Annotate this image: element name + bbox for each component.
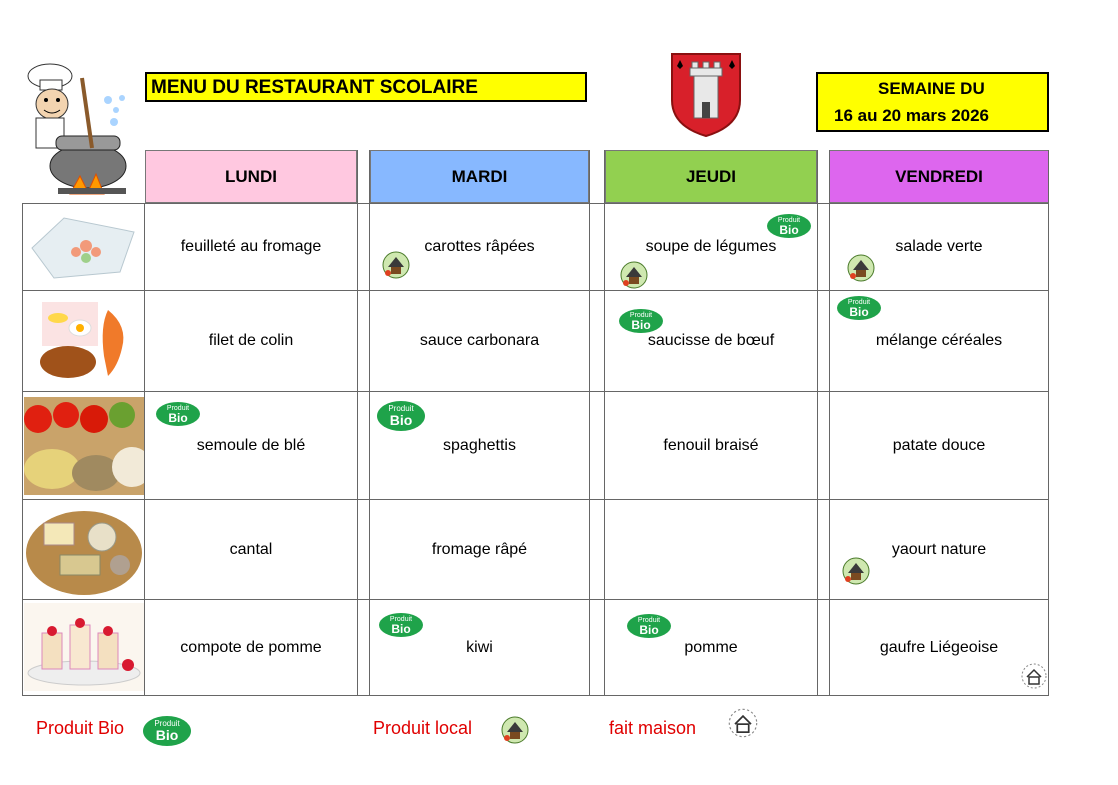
menu-cell: compote de pomme <box>180 638 322 656</box>
local-product-icon <box>618 257 650 289</box>
menu-cell: soupe de légumes <box>645 238 777 255</box>
menu-cell: pomme <box>684 638 738 656</box>
chef-cooking-illustration <box>22 58 140 198</box>
menu-cell: spaghettis <box>443 436 516 454</box>
local-product-icon <box>380 247 412 279</box>
menu-cell: patate douce <box>892 436 986 454</box>
homemade-icon <box>1020 662 1048 690</box>
menu-cell: mélange céréales <box>875 332 1003 349</box>
local-product-icon <box>499 712 531 744</box>
menu-title-box <box>145 72 587 102</box>
local-product-icon <box>840 553 872 585</box>
day-header-lundi: LUNDI <box>145 150 357 203</box>
menu-cell: fromage râpé <box>431 540 528 558</box>
bio-badge-icon: Produit Bio <box>619 309 663 333</box>
week-dates: 16 au 20 mars 2026 <box>834 106 990 125</box>
entree-image <box>24 206 144 288</box>
coat-of-arms-logo <box>670 52 742 138</box>
menu-cell: gaufre Liégeoise <box>879 638 999 656</box>
dessert-image <box>24 603 144 691</box>
bio-badge-icon: Produit Bio <box>379 613 423 637</box>
bio-badge-icon: Produit Bio <box>143 716 191 746</box>
legend-maison-label: fait maison <box>609 718 697 738</box>
plat-image <box>24 296 144 386</box>
menu-title: MENU DU RESTAURANT SCOLAIRE <box>151 77 478 98</box>
menu-cell: filet de colin <box>208 332 294 349</box>
local-product-icon <box>845 250 877 282</box>
bio-badge-icon: Produit Bio <box>837 296 881 320</box>
legend-bio-label: Produit Bio <box>36 718 125 738</box>
menu-cell: feuilleté au fromage <box>180 238 322 255</box>
menu-cell: fenouil braisé <box>663 436 759 454</box>
week-label: SEMAINE DU <box>878 79 985 98</box>
legend-local-label: Produit local <box>373 718 473 738</box>
day-header-vendredi: VENDREDI <box>829 150 1049 203</box>
day-header-mardi: MARDI <box>370 150 589 203</box>
menu-cell: saucisse de bœuf <box>647 332 775 349</box>
bio-badge-icon: Produit Bio <box>767 214 811 238</box>
menu-cell <box>605 500 817 599</box>
menu-cell: semoule de blé <box>196 436 306 454</box>
accompagnement-image <box>24 397 144 495</box>
menu-cell: cantal <box>229 540 273 558</box>
menu-cell: kiwi <box>466 638 493 656</box>
menu-cell: sauce carbonara <box>419 332 540 349</box>
menu-cell: carottes râpées <box>424 238 535 255</box>
day-header-jeudi: JEUDI <box>605 150 817 203</box>
fromage-image <box>24 503 144 596</box>
week-box <box>816 72 1049 132</box>
bio-badge-icon: Produit Bio <box>377 401 425 431</box>
menu-cell: yaourt nature <box>891 540 987 558</box>
homemade-icon <box>727 707 759 739</box>
bio-badge-icon: Produit Bio <box>156 402 200 426</box>
menu-cell: salade verte <box>895 238 983 255</box>
bio-badge-icon: Produit Bio <box>627 614 671 638</box>
